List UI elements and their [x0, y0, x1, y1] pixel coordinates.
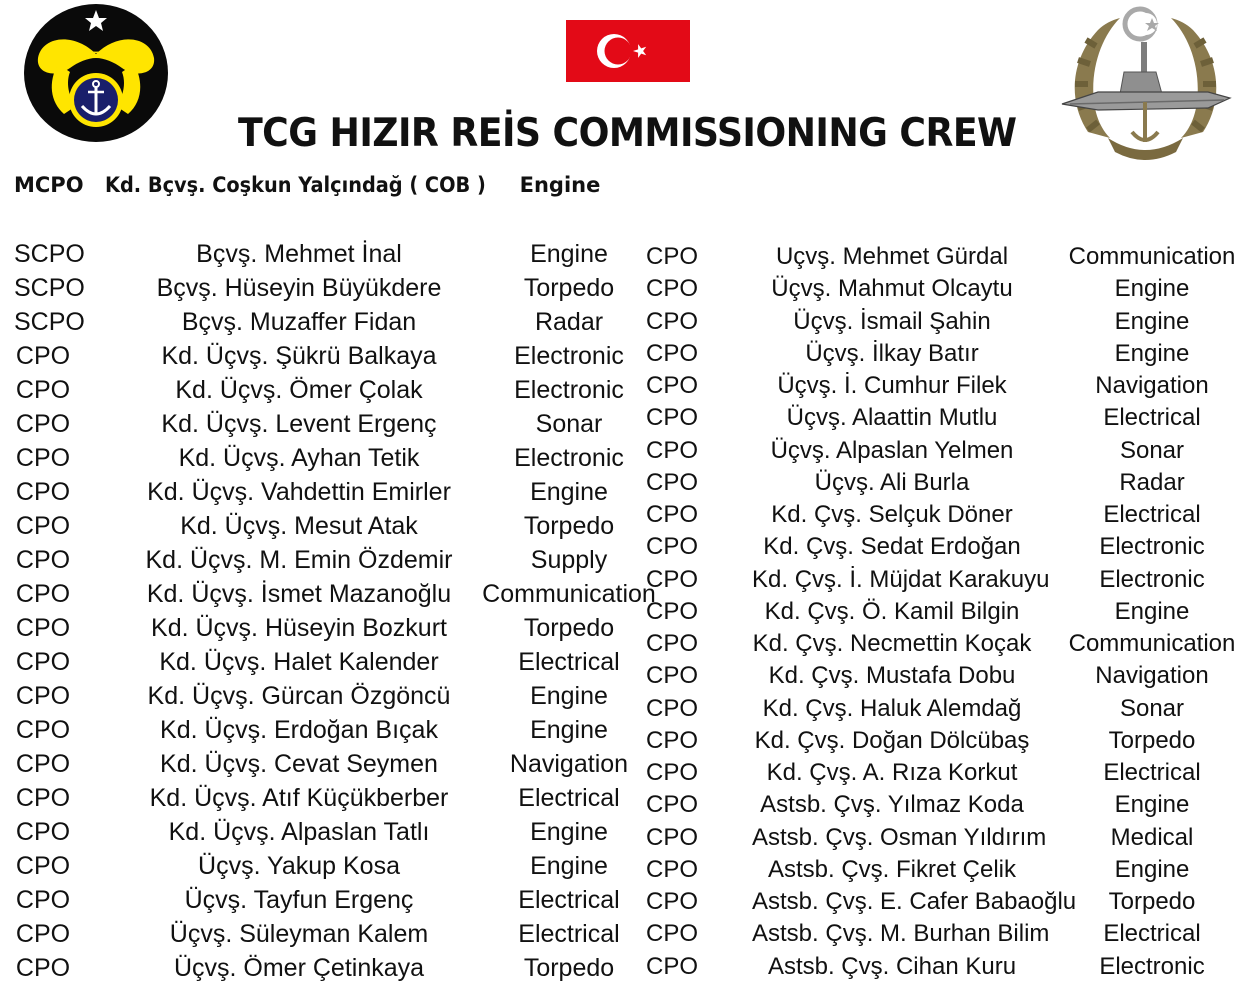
crew-name: Üçvş. İsmail Şahin [793, 307, 991, 335]
crew-name: Astsb. Çvş. Yılmaz Koda [760, 791, 1024, 819]
submarine-wreath-badge-icon [1058, 2, 1233, 170]
crew-rank: CPO [15, 682, 71, 710]
crew-name: Üçvş. Ali Burla [814, 468, 970, 496]
crew-name: Bçvş. Mehmet İnal [196, 240, 402, 268]
crew-specialty: Electrical [518, 648, 620, 676]
crew-name: Kd. Üçvş. Vahdettin Emirler [147, 478, 451, 506]
crew-name: Kd. Çvş. İ. Müjdat Karakuyu [752, 565, 1050, 593]
crew-row [14, 747, 654, 781]
crew-name: Astsb. Çvş. Osman Yıldırım [752, 823, 1047, 851]
crew-name: Üçvş. Süleyman Kalem [169, 920, 429, 948]
crew-rank: CPO [645, 630, 698, 657]
crew-specialty: Navigation [509, 750, 629, 778]
crew-specialty: Electrical [518, 784, 620, 812]
crew-specialty: Electronic [514, 444, 624, 472]
crew-specialty: Torpedo [523, 274, 615, 302]
crew-specialty: Electronic [1099, 533, 1205, 561]
crew-name: Kd. Üçvş. Gürcan Özgöncü [147, 682, 451, 710]
crew-rank: CPO [15, 546, 71, 574]
crew-row [14, 577, 654, 611]
crew-row [14, 781, 654, 815]
crew-specialty: Engine [530, 240, 608, 268]
crew-specialty: Navigation [1095, 662, 1209, 690]
crew-rank: CPO [645, 726, 698, 754]
cob-row [0, 169, 640, 201]
crew-rank: CPO [15, 648, 71, 676]
crew-specialty: Engine [530, 818, 608, 846]
crew-name: Üçvş. İlkay Batır [805, 339, 979, 367]
crew-specialty: Supply [530, 546, 608, 574]
crew-rank: CPO [15, 886, 71, 914]
crew-row [14, 679, 654, 713]
crew-row [14, 339, 654, 373]
crew-row [642, 854, 1242, 886]
crew-row [642, 822, 1242, 854]
crew-rank: CPO [645, 436, 698, 464]
crew-row [642, 951, 1242, 983]
crew-name: Kd. Çvş. Selçuk Döner [771, 501, 1013, 528]
crew-row [642, 338, 1242, 370]
crew-rank: CPO [645, 565, 698, 593]
crew-name: Astsb. Çvş. M. Burhan Bilim [752, 920, 1050, 948]
crew-name: Kd. Üçvş. Halet Kalender [159, 648, 439, 676]
crew-row [14, 271, 654, 305]
crew-rank: CPO [645, 404, 698, 432]
crew-rank: SCPO [14, 240, 85, 268]
crew-specialty: Communication [482, 580, 656, 608]
crew-row [642, 402, 1242, 434]
crew-name: Üçvş. Ömer Çetinkaya [173, 954, 425, 982]
crew-specialty: Sonar [1119, 436, 1185, 464]
crew-name: Astsb. Çvş. Fikret Çelik [767, 855, 1017, 883]
crew-specialty: Electronic [514, 376, 624, 404]
crew-row [14, 407, 654, 441]
crew-specialty: Engine [1114, 307, 1190, 335]
cob-specialty: Engine [519, 173, 601, 197]
crew-rank: CPO [645, 339, 698, 367]
crew-row [642, 306, 1242, 338]
crew-name: Astsb. Çvş. E. Cafer Babaoğlu [752, 888, 1077, 915]
crew-list-left [14, 237, 654, 985]
crew-specialty: Navigation [1095, 372, 1209, 399]
crew-specialty: Sonar [535, 410, 603, 438]
crew-specialty: Torpedo [523, 614, 615, 642]
crew-specialty: Electronic [1099, 565, 1205, 593]
crew-rank: CPO [15, 750, 71, 778]
crew-name: Kd. Üçvş. Hüseyin Bozkurt [151, 614, 447, 642]
crew-rank: CPO [15, 716, 71, 744]
crew-row [14, 237, 654, 271]
crew-name: Uçvş. Mehmet Gürdal [775, 243, 1009, 270]
crew-row [642, 628, 1242, 660]
crew-row [642, 499, 1242, 531]
crew-rank: CPO [15, 818, 71, 846]
crew-name: Kd. Üçvş. Ayhan Tetik [178, 444, 420, 472]
crew-list-right [642, 241, 1242, 983]
crew-specialty: Communication [1068, 243, 1236, 270]
turkish-flag-icon [566, 20, 690, 82]
crew-specialty: Electrical [1103, 759, 1201, 786]
crew-specialty: Communication [1068, 630, 1236, 657]
crew-specialty: Engine [1114, 855, 1190, 883]
crew-rank: CPO [645, 952, 698, 980]
crew-rank: CPO [15, 784, 71, 812]
crew-specialty: Radar [1119, 468, 1185, 496]
crew-row [642, 789, 1242, 821]
crew-row [14, 645, 654, 679]
crew-name: Kd. Üçvş. Erdoğan Bıçak [160, 716, 438, 744]
crew-row [642, 918, 1242, 950]
crew-row [642, 693, 1242, 725]
crew-row [642, 273, 1242, 305]
crew-specialty: Medical [1110, 823, 1194, 851]
crew-name: Üçvş. Alaattin Mutlu [786, 404, 998, 432]
crew-specialty: Electrical [518, 920, 620, 948]
crew-rank: CPO [645, 243, 698, 270]
crew-row [14, 849, 654, 883]
crew-name: Kd. Üçvş. Atıf Küçükberber [149, 784, 449, 812]
crew-rank: CPO [15, 342, 71, 370]
crew-name: Kd. Üçvş. Alpaslan Tatlı [168, 818, 430, 846]
crew-row [642, 596, 1242, 628]
crew-row [642, 564, 1242, 596]
crew-name: Kd. Çvş. Doğan Dölcübaş [754, 726, 1030, 754]
crew-name: Üçvş. Tayfun Ergenç [184, 886, 414, 914]
navy-emblem-icon [22, 2, 170, 144]
crew-row [14, 611, 654, 645]
crew-rank: CPO [645, 759, 698, 786]
crew-name: Kd. Üçvş. Ömer Çolak [175, 376, 423, 404]
crew-rank: CPO [645, 597, 698, 625]
crew-rank: CPO [645, 791, 698, 819]
crew-name: Kd. Üçvş. İsmet Mazanoğlu [146, 580, 452, 608]
crew-row [642, 660, 1242, 692]
crew-name: Kd. Çvş. Ö. Kamil Bilgin [764, 597, 1020, 625]
crew-row [642, 757, 1242, 789]
crew-name: Bçvş. Muzaffer Fidan [181, 308, 417, 336]
crew-row [14, 509, 654, 543]
crew-rank: CPO [645, 855, 698, 883]
crew-rank: CPO [15, 580, 71, 608]
crew-row [14, 713, 654, 747]
crew-specialty: Engine [1114, 339, 1190, 367]
crew-name: Astsb. Çvş. Cihan Kuru [767, 952, 1017, 980]
crew-row [14, 441, 654, 475]
crew-name: Üçvş. Mahmut Olcaytu [771, 275, 1013, 303]
crew-specialty: Electrical [1103, 920, 1201, 948]
crew-rank: CPO [645, 823, 698, 851]
cob-name: Kd. Bçvş. Coşkun Yalçındağ ( COB ) [105, 173, 486, 197]
crew-name: Üçvş. Yakup Kosa [198, 852, 400, 880]
crew-rank: CPO [645, 372, 698, 399]
crew-rank: CPO [15, 376, 71, 404]
crew-rank: SCPO [14, 308, 85, 336]
crew-row [14, 917, 654, 951]
crew-rank: CPO [645, 275, 698, 303]
crew-specialty: Electronic [1099, 952, 1205, 980]
crew-specialty: Electronic [514, 342, 624, 370]
crew-specialty: Electrical [518, 886, 620, 914]
crew-rank: CPO [645, 468, 698, 496]
crew-specialty: Torpedo [523, 954, 615, 982]
crew-row [642, 531, 1242, 563]
crew-name: Kd. Çvş. Necmettin Koçak [752, 630, 1032, 657]
crew-name: Üçvş. İ. Cumhur Filek [777, 372, 1007, 399]
crew-rank: CPO [15, 410, 71, 438]
page-title: TCG HIZIR REİS COMMISSIONING CREW [238, 111, 1017, 156]
crew-specialty: Sonar [1119, 694, 1185, 722]
crew-row [642, 435, 1242, 467]
crew-row [14, 815, 654, 849]
crew-specialty: Engine [530, 716, 608, 744]
crew-rank: CPO [645, 501, 698, 528]
crew-rank: CPO [645, 662, 698, 690]
crew-row [14, 951, 654, 985]
crew-row [642, 370, 1242, 402]
crew-row [14, 305, 654, 339]
crew-rank: CPO [15, 852, 71, 880]
crew-rank: CPO [15, 512, 71, 540]
crew-rank: CPO [15, 614, 71, 642]
crew-specialty: Engine [530, 478, 608, 506]
crew-rank: CPO [15, 444, 71, 472]
crew-name: Kd. Üçvş. Levent Ergenç [161, 410, 437, 438]
crew-specialty: Engine [530, 852, 608, 880]
crew-row [642, 886, 1242, 918]
crew-name: Kd. Üçvş. Mesut Atak [180, 512, 418, 540]
crew-name: Kd. Çvş. Haluk Alemdağ [762, 694, 1022, 722]
crew-specialty: Torpedo [1108, 888, 1196, 915]
crew-specialty: Engine [1114, 791, 1190, 819]
crew-name: Bçvş. Hüseyin Büyükdere [156, 274, 442, 302]
crew-row [14, 883, 654, 917]
crew-specialty: Electrical [1103, 501, 1201, 528]
crew-name: Kd. Üçvş. Cevat Seymen [160, 750, 438, 778]
crew-name: Üçvş. Alpaslan Yelmen [770, 436, 1014, 464]
crew-name: Kd. Çvş. A. Rıza Korkut [766, 759, 1018, 786]
crew-specialty: Torpedo [1108, 726, 1196, 754]
crew-rank: CPO [645, 920, 698, 948]
crew-rank: CPO [645, 533, 698, 561]
crew-row [642, 467, 1242, 499]
cob-rank: MCPO [14, 173, 84, 197]
crew-rank: CPO [15, 478, 71, 506]
crew-rank: SCPO [14, 274, 85, 302]
crew-name: Kd. Çvş. Mustafa Dobu [768, 662, 1016, 690]
crew-rank: CPO [645, 694, 698, 722]
crew-specialty: Engine [1114, 597, 1190, 625]
crew-specialty: Engine [1114, 275, 1190, 303]
crew-row [14, 475, 654, 509]
crew-row [642, 725, 1242, 757]
crew-row [14, 543, 654, 577]
crew-row [642, 241, 1242, 273]
crew-specialty: Torpedo [523, 512, 615, 540]
crew-name: Kd. Çvş. Sedat Erdoğan [763, 533, 1021, 561]
crew-rank: CPO [15, 920, 71, 948]
crew-name: Kd. Üçvş. Şükrü Balkaya [161, 342, 437, 370]
crew-rank: CPO [645, 307, 698, 335]
crew-rank: CPO [645, 888, 698, 915]
crew-name: Kd. Üçvş. M. Emin Özdemir [145, 546, 453, 574]
crew-rank: CPO [15, 954, 71, 982]
crew-specialty: Electrical [1103, 404, 1201, 432]
crew-row [14, 373, 654, 407]
crew-specialty: Engine [530, 682, 608, 710]
crew-specialty: Radar [534, 308, 604, 336]
